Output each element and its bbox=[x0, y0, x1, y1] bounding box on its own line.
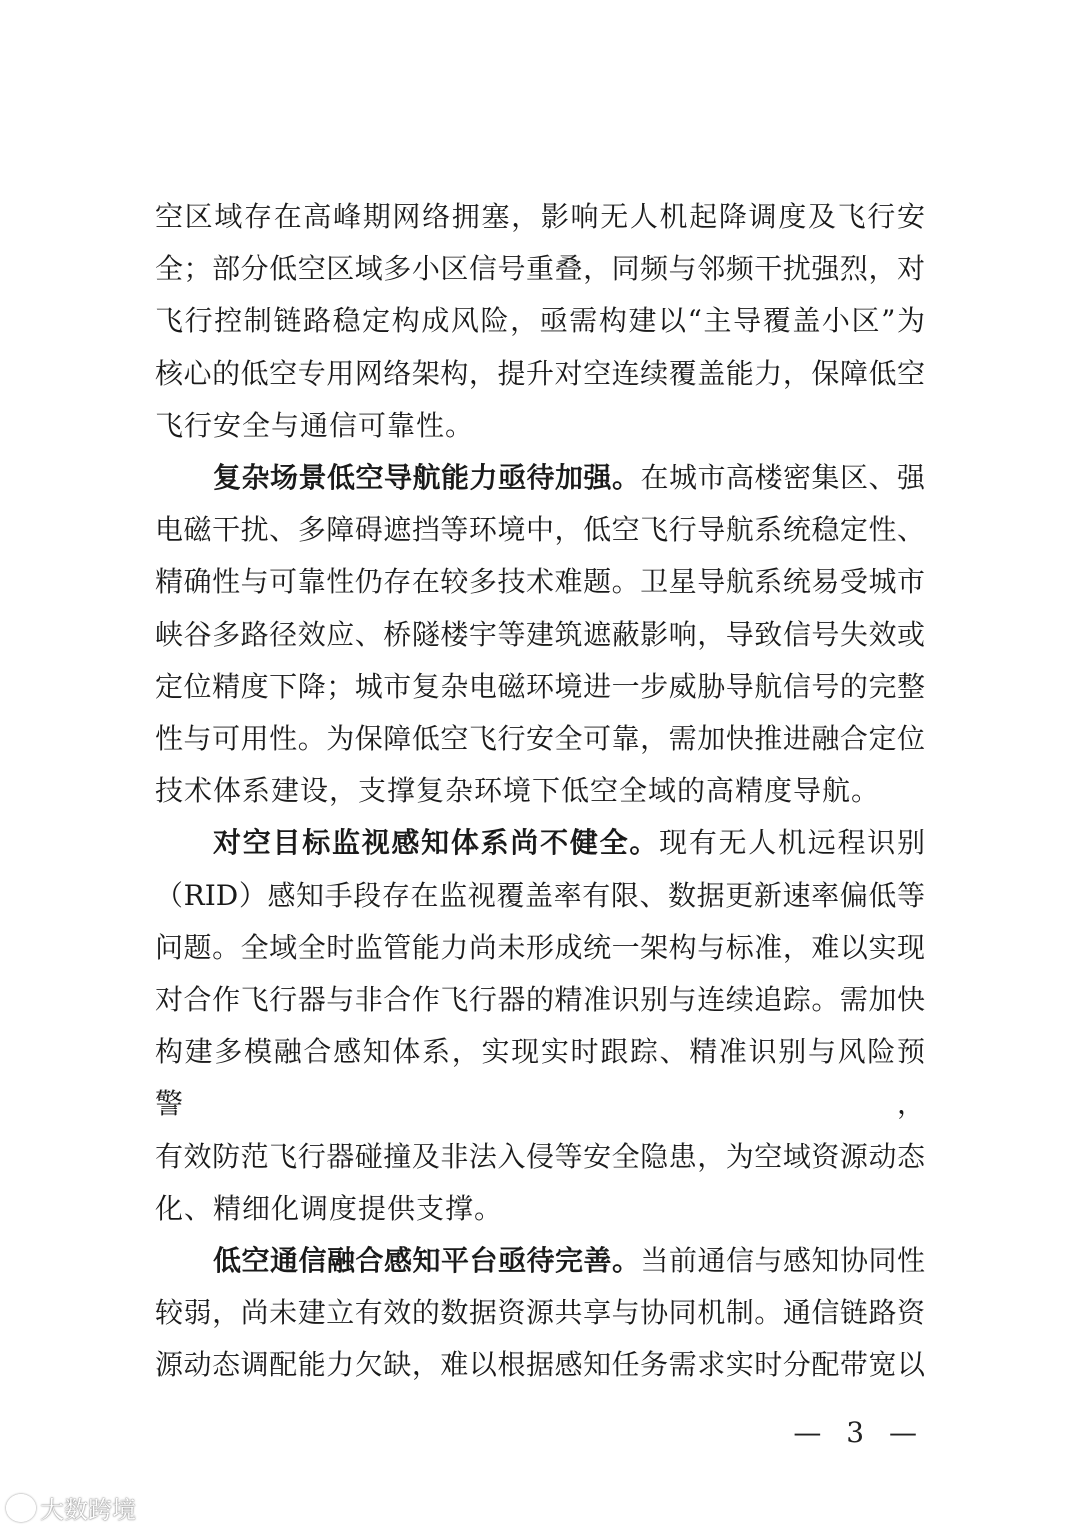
text-line bbox=[155, 609, 925, 661]
text-line bbox=[155, 1287, 925, 1339]
line-text: （RID）感知手段存在监视覆盖率有限、数据更新速率偏低等 bbox=[155, 878, 925, 912]
text-line bbox=[155, 452, 925, 504]
line-text: 电磁干扰、多障碍遮挡等环境中，低空飞行导航系统稳定性、 bbox=[155, 513, 925, 547]
line-text: 化、精细化调度提供支撑。 bbox=[155, 1191, 504, 1225]
line-text: 性与可用性。为保障低空飞行安全可靠，需加快推进融合定位 bbox=[155, 722, 925, 756]
text-line bbox=[155, 191, 925, 243]
line-text: 源动态调配能力欠缺，难以根据感知任务需求实时分配带宽以 bbox=[155, 1348, 925, 1382]
line-text: 定位精度下降；城市复杂电磁环境进一步威胁导航信号的完整 bbox=[155, 669, 925, 703]
text-line bbox=[155, 1183, 925, 1235]
watermark-text: 大数跨境 bbox=[40, 1496, 136, 1524]
line-text: 有效防范飞行器碰撞及非法入侵等安全隐患，为空域资源动态 bbox=[155, 1139, 925, 1173]
text-line bbox=[155, 556, 925, 608]
text-line bbox=[155, 1339, 925, 1391]
text-line bbox=[155, 870, 925, 922]
line-text: 在城市高楼密集区、强 bbox=[640, 461, 925, 495]
line-text: 构建多模融合感知体系，实现实时跟踪、精准识别与风险预警， bbox=[155, 1035, 925, 1121]
text-line bbox=[155, 295, 925, 347]
text-line bbox=[155, 400, 925, 452]
line-text: 问题。全域全时监管能力尚未形成统一架构与标准，难以实现 bbox=[155, 930, 925, 964]
line-text: 核心的低空专用网络架构，提升对空连续覆盖能力，保障低空 bbox=[155, 356, 925, 390]
watermark-logo-icon bbox=[6, 1494, 36, 1522]
text-line bbox=[155, 713, 925, 765]
text-line bbox=[155, 1026, 925, 1130]
text-line bbox=[155, 765, 925, 817]
line-text: 对合作飞行器与非合作飞行器的精准识别与连续追踪。需加快 bbox=[155, 983, 925, 1017]
text-line bbox=[155, 1131, 925, 1183]
line-text: 峡谷多路径效应、桥隧楼宇等建筑遮蔽影响，导致信号失效或 bbox=[155, 617, 925, 651]
text-line bbox=[155, 974, 925, 1026]
line-text: 全；部分低空区域多小区信号重叠，同频与邻频干扰强烈，对 bbox=[155, 252, 925, 286]
line-text: 较弱，尚未建立有效的数据资源共享与协同机制。通信链路资 bbox=[155, 1296, 925, 1330]
page-number: — 3 — bbox=[793, 1416, 925, 1449]
line-text: 飞行安全与通信可靠性。 bbox=[155, 408, 475, 442]
line-text: 当前通信与感知协同性 bbox=[640, 1244, 925, 1278]
text-line bbox=[155, 817, 925, 869]
text-line bbox=[155, 1235, 925, 1287]
line-text: 精确性与可靠性仍存在较多技术难题。卫星导航系统易受城市 bbox=[155, 565, 925, 599]
line-text: 飞行控制链路稳定构成风险，亟需构建以“主导覆盖小区”为 bbox=[155, 304, 925, 338]
text-line bbox=[155, 661, 925, 713]
text-line bbox=[155, 922, 925, 974]
text-line bbox=[155, 504, 925, 556]
paragraph-heading: 复杂场景低空导航能力亟待加强。 bbox=[213, 461, 641, 495]
paragraph-heading: 低空通信融合感知平台亟待完善。 bbox=[213, 1244, 641, 1278]
text-line bbox=[155, 348, 925, 400]
line-text: 现有无人机远程识别 bbox=[659, 826, 925, 860]
watermark bbox=[6, 1490, 136, 1525]
paragraph-heading: 对空目标监视感知体系尚不健全。 bbox=[213, 826, 660, 860]
document-body bbox=[155, 191, 925, 1392]
text-line bbox=[155, 243, 925, 295]
line-text: 空区域存在高峰期网络拥塞，影响无人机起降调度及飞行安 bbox=[155, 200, 925, 233]
line-text: 技术体系建设，支撑复杂环境下低空全域的高精度导航。 bbox=[155, 774, 881, 808]
